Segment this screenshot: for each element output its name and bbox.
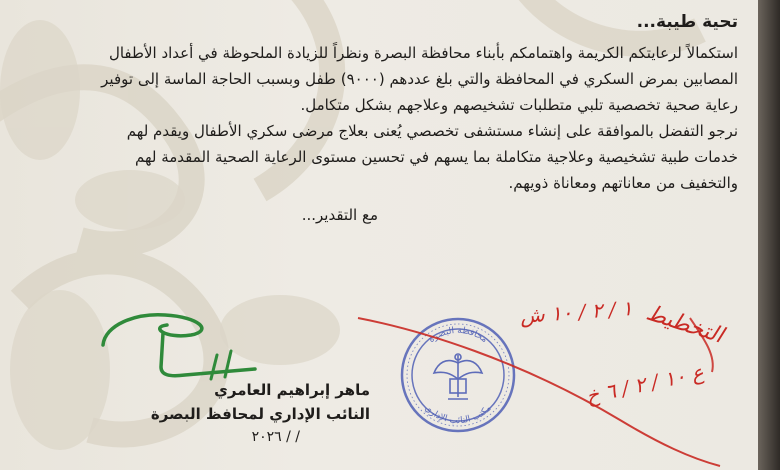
paragraph-request-context: استكمالاً لرعايتكم الكريمة واهتمامكم بأبناء محافظة البصرة ونظراً للزيادة الملحوظة في أعداد الأطفال المصابين بمرض السكري في المحافظة والتي بلغ عددهم (٩٠٠٠) طفل وبسبب الحاجة الماسة إلى توفير رعاية صحية تخصصية تلبي متطلبات تشخيصهم وعلاجهم بشكل متكامل. (101, 44, 738, 114)
closing-phrase: مع التقدير... (301, 206, 378, 224)
greeting: تحية طيبة... (636, 12, 738, 32)
stamp-top-text: محافظة البصرة (426, 325, 490, 346)
handwritten-note-line2: ١ / ٢ / ١٠ ش (519, 296, 634, 328)
signature-date: / / ٢٠٢٦ (251, 429, 300, 445)
signatory-title: النائب الإداري لمحافظ البصرة (150, 405, 370, 423)
stamp-bottom-text: مكتب النائب الإداري (422, 403, 494, 427)
handwritten-note-line3: ع ١٠ / ٢ / ٦ خ (583, 359, 706, 409)
page-edge-shadow (758, 0, 780, 470)
paragraph-request: نرجو التفضل بالموافقة على إنشاء مستشفى تخصصي يُعنى بعلاج مرضى سكري الأطفال ويقدم لهم خدمات طبية تشخيصية وعلاجية متكاملة بما يسهم في تحسين مستوى الرعاية الصحية المقدمة لهم والتخفيف من معاناتهم ومعاناة ذويهم. (126, 122, 738, 192)
handwritten-note-line1: التخطيط (643, 300, 727, 349)
signatory-name: ماهر إبراهيم العامري (214, 381, 370, 399)
